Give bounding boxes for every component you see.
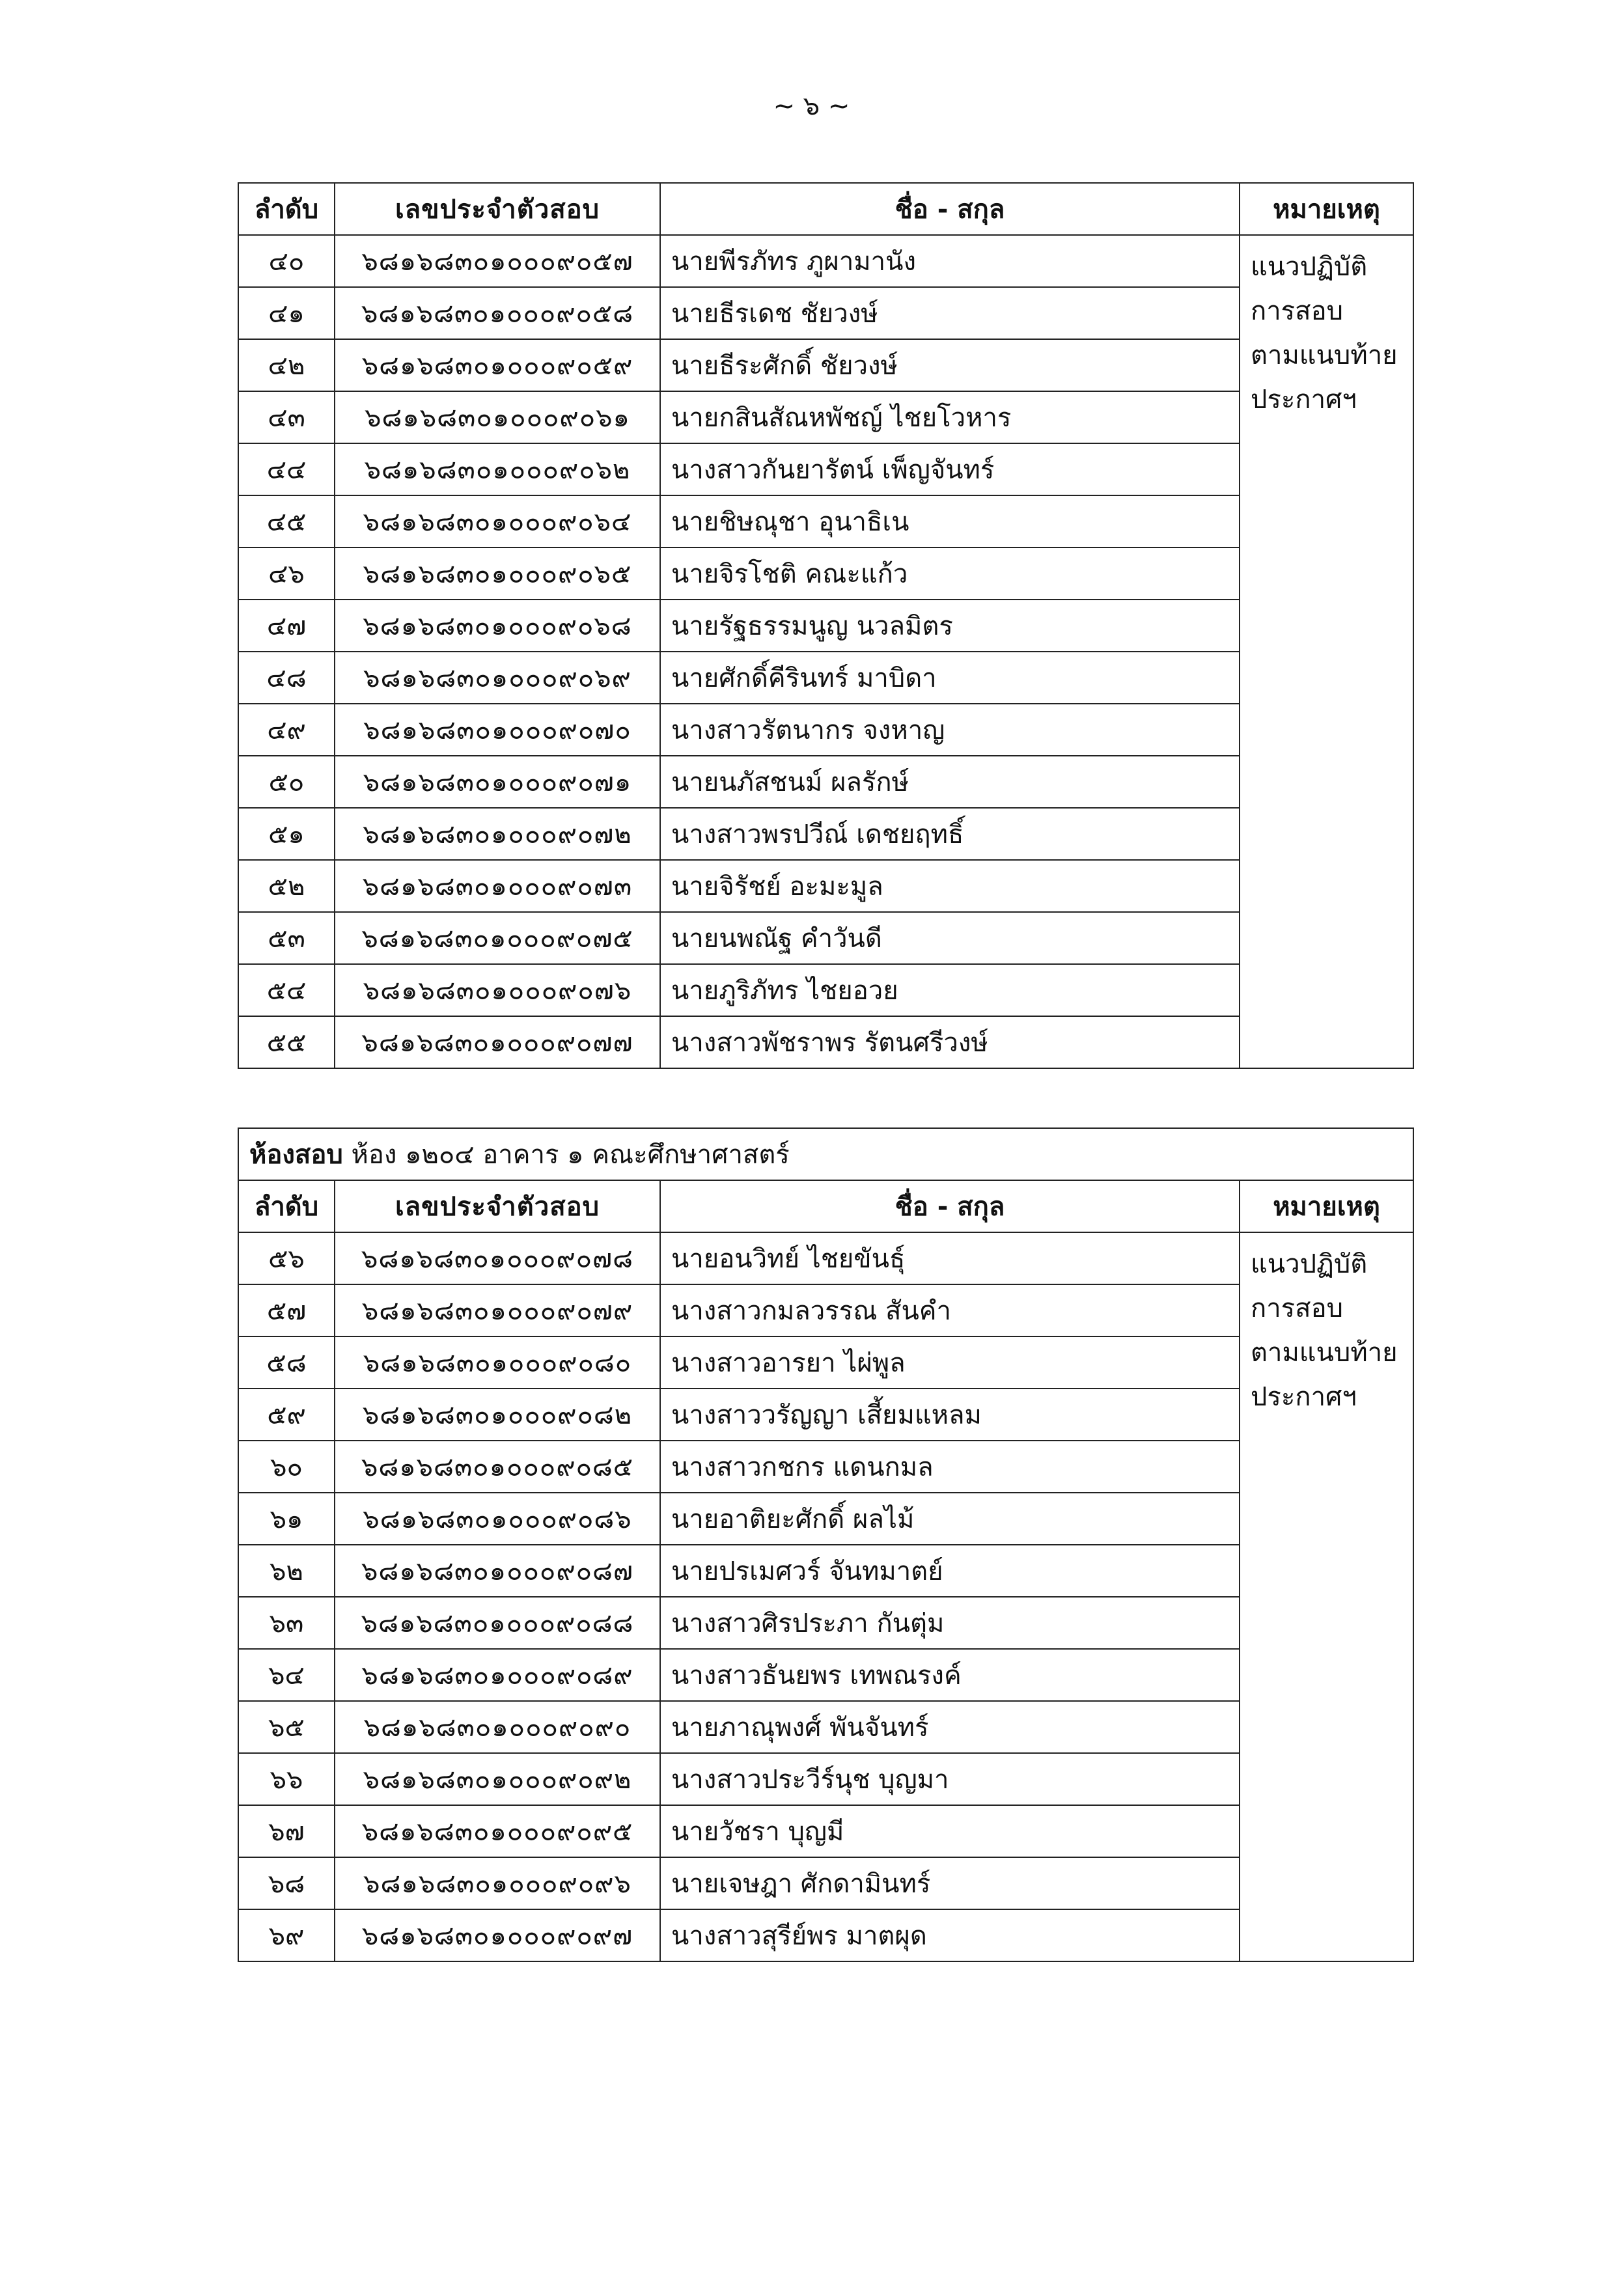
- cell-exam-id: ๖๘๑๖๘๓๐๑๐๐๐๙๐๗๕: [335, 912, 660, 964]
- cell-exam-id: ๖๘๑๖๘๓๐๑๐๐๐๙๐๗๓: [335, 860, 660, 912]
- cell-name: นายพีรภัทร ภูผามานัง: [660, 235, 1240, 287]
- cell-no: ๕๕: [238, 1016, 335, 1068]
- remark-line: แนวปฏิบัติ: [1251, 252, 1368, 282]
- cell-exam-id: ๖๘๑๖๘๓๐๑๐๐๐๙๐๗๑: [335, 756, 660, 808]
- cell-name: นางสาวพรปวีณ์ เดชยฤทธิ์: [660, 808, 1240, 860]
- table-row: [238, 1805, 1413, 1857]
- cell-exam-id: ๖๘๑๖๘๓๐๑๐๐๐๙๐๗๙: [335, 1284, 660, 1336]
- cell-name: นายกสินสัณหพัชญ์ ไชยโวหาร: [660, 391, 1240, 443]
- table-row: [238, 1441, 1413, 1493]
- cell-exam-id: ๖๘๑๖๘๓๐๑๐๐๐๙๐๘๖: [335, 1493, 660, 1545]
- cell-no: ๕๐: [238, 756, 335, 808]
- table-row: [238, 1753, 1413, 1805]
- cell-name: นางสาวประวีร์นุช บุญมา: [660, 1753, 1240, 1805]
- table-row: [238, 287, 1413, 339]
- table-row: [238, 1389, 1413, 1441]
- table-row: [238, 964, 1413, 1016]
- cell-name: นายจิรโชติ คณะแก้ว: [660, 547, 1240, 600]
- cell-no: ๖๒: [238, 1545, 335, 1597]
- cell-name: นายชิษณุชา อุนาธิเน: [660, 495, 1240, 547]
- room-caption-row: [238, 1128, 1413, 1180]
- cell-exam-id: ๖๘๑๖๘๓๐๑๐๐๐๙๐๗๗: [335, 1016, 660, 1068]
- table-row: [238, 1701, 1413, 1753]
- cell-name: นายศักดิ์คีรินทร์ มาบิดา: [660, 652, 1240, 704]
- table-row: [238, 1284, 1413, 1336]
- cell-no: ๔๒: [238, 339, 335, 391]
- table-row: [238, 547, 1413, 600]
- table-row: [238, 1232, 1413, 1284]
- cell-exam-id: ๖๘๑๖๘๓๐๑๐๐๐๙๐๙๗: [335, 1909, 660, 1961]
- cell-no: ๖๗: [238, 1805, 335, 1857]
- cell-remark: [1240, 235, 1413, 1068]
- cell-no: ๔๗: [238, 600, 335, 652]
- cell-name: นางสาววรัญญา เสี้ยมแหลม: [660, 1389, 1240, 1441]
- cell-exam-id: ๖๘๑๖๘๓๐๑๐๐๐๙๐๖๔: [335, 495, 660, 547]
- cell-name: นางสาวอารยา ไผ่พูล: [660, 1336, 1240, 1389]
- cell-name: นางสาวศิรประภา กันตุ่ม: [660, 1597, 1240, 1649]
- cell-no: ๔๔: [238, 443, 335, 495]
- cell-name: นายภูริภัทร ไชยอวย: [660, 964, 1240, 1016]
- cell-exam-id: ๖๘๑๖๘๓๐๑๐๐๐๙๐๖๑: [335, 391, 660, 443]
- page-number: ~ ๖ ~: [773, 91, 850, 121]
- cell-exam-id: ๖๘๑๖๘๓๐๑๐๐๐๙๐๙๐: [335, 1701, 660, 1753]
- cell-no: ๕๘: [238, 1336, 335, 1389]
- table-row: [238, 756, 1413, 808]
- cell-name: นายนภัสชนม์ ผลรักษ์: [660, 756, 1240, 808]
- cell-exam-id: ๖๘๑๖๘๓๐๑๐๐๐๙๐๗๖: [335, 964, 660, 1016]
- cell-no: ๖๙: [238, 1909, 335, 1961]
- table-row: [238, 860, 1413, 912]
- cell-no: ๔๕: [238, 495, 335, 547]
- table-row: [238, 1336, 1413, 1389]
- cell-no: ๔๑: [238, 287, 335, 339]
- remark-line: ตามแนบท้าย: [1251, 340, 1398, 370]
- header-name: ชื่อ - สกุล: [660, 183, 1240, 235]
- cell-exam-id: ๖๘๑๖๘๓๐๑๐๐๐๙๐๘๕: [335, 1441, 660, 1493]
- table-row: [238, 1649, 1413, 1701]
- cell-exam-id: ๖๘๑๖๘๓๐๑๐๐๐๙๐๘๘: [335, 1597, 660, 1649]
- table-header-row: [238, 183, 1413, 235]
- cell-no: ๔๘: [238, 652, 335, 704]
- cell-exam-id: ๖๘๑๖๘๓๐๑๐๐๐๙๐๕๙: [335, 339, 660, 391]
- cell-exam-id: ๖๘๑๖๘๓๐๑๐๐๐๙๐๙๕: [335, 1805, 660, 1857]
- cell-no: ๔๓: [238, 391, 335, 443]
- remark-line: แนวปฏิบัติ: [1251, 1249, 1368, 1279]
- cell-no: ๖๘: [238, 1857, 335, 1909]
- cell-no: ๔๙: [238, 704, 335, 756]
- cell-name: นายธีรเดช ชัยวงษ์: [660, 287, 1240, 339]
- table-row: [238, 1493, 1413, 1545]
- cell-no: ๕๔: [238, 964, 335, 1016]
- table-row: [238, 235, 1413, 287]
- cell-no: ๕๙: [238, 1389, 335, 1441]
- table-row: [238, 808, 1413, 860]
- remark-line: การสอบ: [1251, 296, 1343, 326]
- header-no: ลำดับ: [238, 183, 335, 235]
- header-id: เลขประจำตัวสอบ: [335, 183, 660, 235]
- cell-no: ๕๓: [238, 912, 335, 964]
- table-row: [238, 1597, 1413, 1649]
- table-row: [238, 495, 1413, 547]
- room-caption: [238, 1128, 1413, 1180]
- cell-no: ๖๑: [238, 1493, 335, 1545]
- cell-exam-id: ๖๘๑๖๘๓๐๑๐๐๐๙๐๗๘: [335, 1232, 660, 1284]
- header-remark: หมายเหตุ: [1240, 1180, 1413, 1232]
- header-id: เลขประจำตัวสอบ: [335, 1180, 660, 1232]
- cell-exam-id: ๖๘๑๖๘๓๐๑๐๐๐๙๐๗๐: [335, 704, 660, 756]
- cell-exam-id: ๖๘๑๖๘๓๐๑๐๐๐๙๐๗๒: [335, 808, 660, 860]
- cell-name: นางสาวกมลวรรณ สันคำ: [660, 1284, 1240, 1336]
- cell-no: ๖๐: [238, 1441, 335, 1493]
- cell-name: นายอนวิทย์ ไชยขันธุ์: [660, 1232, 1240, 1284]
- cell-name: นางสาวกชกร แดนกมล: [660, 1441, 1240, 1493]
- table-row: [238, 1909, 1413, 1961]
- cell-name: นายรัฐธรรมนูญ นวลมิตร: [660, 600, 1240, 652]
- cell-no: ๖๔: [238, 1649, 335, 1701]
- table-row: [238, 912, 1413, 964]
- cell-name: นางสาวธันยพร เทพณรงค์: [660, 1649, 1240, 1701]
- cell-no: ๖๕: [238, 1701, 335, 1753]
- cell-name: นายนพณัฐ คำวันดี: [660, 912, 1240, 964]
- table-row: [238, 443, 1413, 495]
- cell-name: นางสาวพัชราพร รัตนศรีวงษ์: [660, 1016, 1240, 1068]
- cell-exam-id: ๖๘๑๖๘๓๐๑๐๐๐๙๐๖๙: [335, 652, 660, 704]
- cell-name: นางสาวกันยารัตน์ เพ็ญจันทร์: [660, 443, 1240, 495]
- cell-no: ๖๓: [238, 1597, 335, 1649]
- table-body: [238, 235, 1413, 1068]
- cell-name: นายเจษฎา ศักดามินทร์: [660, 1857, 1240, 1909]
- cell-exam-id: ๖๘๑๖๘๓๐๑๐๐๐๙๐๕๘: [335, 287, 660, 339]
- cell-name: นายจิรัชย์ อะมะมูล: [660, 860, 1240, 912]
- cell-no: ๕๒: [238, 860, 335, 912]
- cell-exam-id: ๖๘๑๖๘๓๐๑๐๐๐๙๐๖๘: [335, 600, 660, 652]
- cell-remark: [1240, 1232, 1413, 1961]
- table-row: [238, 339, 1413, 391]
- candidate-table-2: [238, 1127, 1414, 1962]
- cell-no: ๔๐: [238, 235, 335, 287]
- cell-name: นายปรเมศวร์ จันทมาตย์: [660, 1545, 1240, 1597]
- table-body: [238, 1232, 1413, 1961]
- cell-exam-id: ๖๘๑๖๘๓๐๑๐๐๐๙๐๕๗: [335, 235, 660, 287]
- room-label: ห้องสอบ: [249, 1140, 343, 1170]
- table-row: [238, 600, 1413, 652]
- header-name: ชื่อ - สกุล: [660, 1180, 1240, 1232]
- cell-exam-id: ๖๘๑๖๘๓๐๑๐๐๐๙๐๙๖: [335, 1857, 660, 1909]
- cell-name: นางสาวสุรีย์พร มาตผุด: [660, 1909, 1240, 1961]
- cell-no: ๕๑: [238, 808, 335, 860]
- header-no: ลำดับ: [238, 1180, 335, 1232]
- remark-line: ประกาศฯ: [1251, 1382, 1357, 1412]
- cell-name: นางสาวรัตนากร จงหาญ: [660, 704, 1240, 756]
- table-row: [238, 1545, 1413, 1597]
- table-row: [238, 1016, 1413, 1068]
- cell-exam-id: ๖๘๑๖๘๓๐๑๐๐๐๙๐๘๙: [335, 1649, 660, 1701]
- cell-exam-id: ๖๘๑๖๘๓๐๑๐๐๐๙๐๘๗: [335, 1545, 660, 1597]
- cell-name: นายวัชรา บุญมี: [660, 1805, 1240, 1857]
- cell-no: ๕๗: [238, 1284, 335, 1336]
- header-remark: หมายเหตุ: [1240, 183, 1413, 235]
- table-row: [238, 1857, 1413, 1909]
- remark-line: การสอบ: [1251, 1293, 1343, 1323]
- cell-exam-id: ๖๘๑๖๘๓๐๑๐๐๐๙๐๘๐: [335, 1336, 660, 1389]
- cell-exam-id: ๖๘๑๖๘๓๐๑๐๐๐๙๐๖๕: [335, 547, 660, 600]
- remark-line: ประกาศฯ: [1251, 385, 1357, 415]
- cell-no: ๔๖: [238, 547, 335, 600]
- remark-line: ตามแนบท้าย: [1251, 1338, 1398, 1368]
- cell-name: นายอาติยะศักดิ์ ผลไม้: [660, 1493, 1240, 1545]
- cell-exam-id: ๖๘๑๖๘๓๐๑๐๐๐๙๐๖๒: [335, 443, 660, 495]
- table-row: [238, 652, 1413, 704]
- room-text: ห้อง ๑๒๐๔ อาคาร ๑ คณะศึกษาศาสตร์: [351, 1140, 790, 1170]
- table-row: [238, 391, 1413, 443]
- table-row: [238, 704, 1413, 756]
- cell-exam-id: ๖๘๑๖๘๓๐๑๐๐๐๙๐๙๒: [335, 1753, 660, 1805]
- cell-exam-id: ๖๘๑๖๘๓๐๑๐๐๐๙๐๘๒: [335, 1389, 660, 1441]
- cell-no: ๖๖: [238, 1753, 335, 1805]
- table-header-row: [238, 1180, 1413, 1232]
- cell-no: ๕๖: [238, 1232, 335, 1284]
- cell-name: นายภาณุพงศ์ พันจันทร์: [660, 1701, 1240, 1753]
- cell-name: นายธีระศักดิ์ ชัยวงษ์: [660, 339, 1240, 391]
- candidate-table-1: [238, 182, 1414, 1069]
